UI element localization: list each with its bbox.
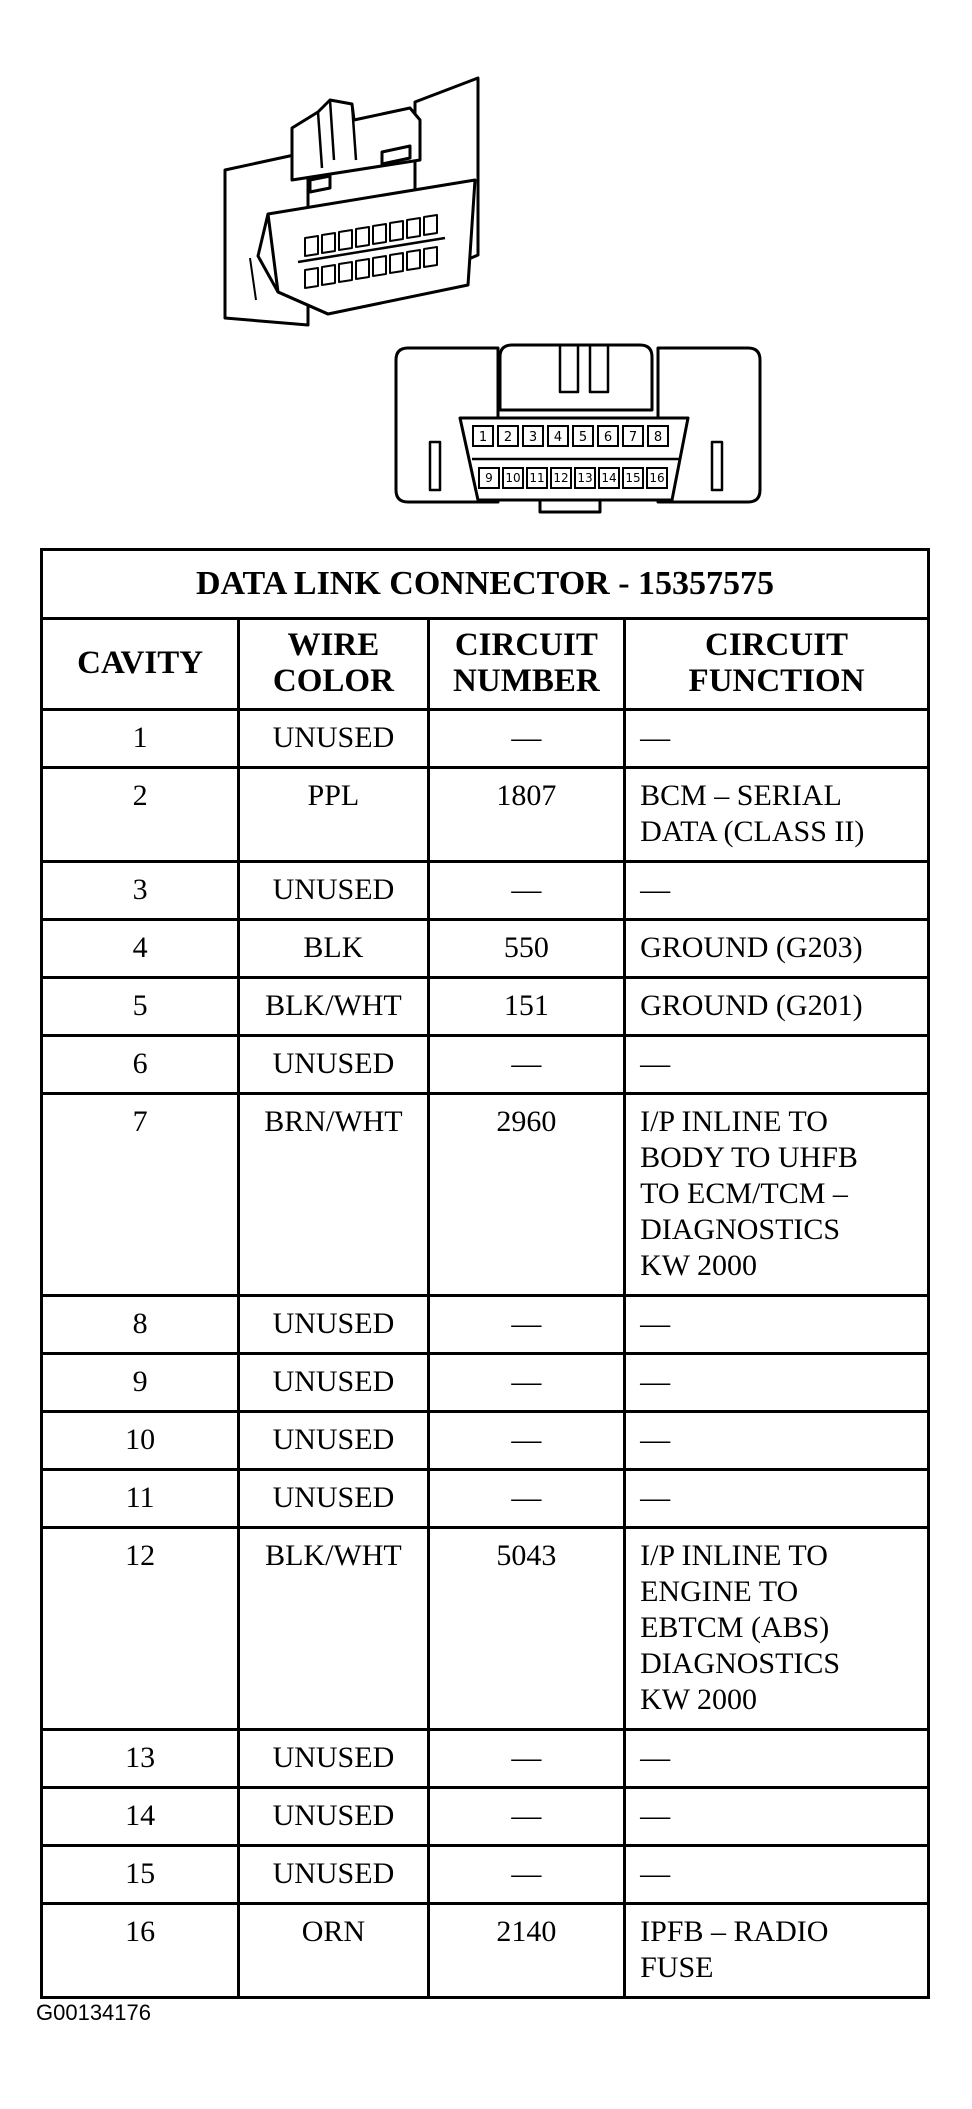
cell-circuit-function bbox=[625, 1412, 929, 1470]
circuit-function-line: KW 2000 bbox=[640, 1683, 758, 1716]
cell-cavity: 5 bbox=[42, 978, 239, 1036]
table-row bbox=[42, 1412, 929, 1470]
header-circuit-number bbox=[428, 619, 624, 710]
cell-circuit-number: — bbox=[428, 1036, 624, 1094]
table-row bbox=[42, 1036, 929, 1094]
connector-drawings bbox=[0, 0, 972, 540]
cell-cavity: 2 bbox=[42, 768, 239, 862]
cell-cavity: 13 bbox=[42, 1730, 239, 1788]
cell-cavity: 9 bbox=[42, 1354, 239, 1412]
cell-circuit-function bbox=[625, 1296, 929, 1354]
table-row bbox=[42, 1730, 929, 1788]
cell-wire-color: UNUSED bbox=[239, 1296, 428, 1354]
table-row bbox=[42, 920, 929, 978]
table-row bbox=[42, 1470, 929, 1528]
circuit-function-line: EBTCM (ABS) bbox=[640, 1611, 830, 1644]
cell-cavity: 11 bbox=[42, 1470, 239, 1528]
pin-5-label: 5 bbox=[578, 430, 588, 445]
cell-circuit-number: — bbox=[428, 1470, 624, 1528]
table-row bbox=[42, 1846, 929, 1904]
cell-cavity: 14 bbox=[42, 1788, 239, 1846]
cell-wire-color: BRN/WHT bbox=[239, 1094, 428, 1296]
pin-13 bbox=[575, 468, 595, 488]
circuit-function-line: IPFB – RADIO bbox=[640, 1915, 829, 1948]
table-row bbox=[42, 1354, 929, 1412]
pin-1-label: 1 bbox=[478, 430, 488, 445]
circuit-function-line: GROUND (G201) bbox=[640, 989, 863, 1022]
header-cavity bbox=[42, 619, 239, 710]
cell-wire-color: ORN bbox=[239, 1904, 428, 1998]
circuit-function-line: — bbox=[640, 1857, 671, 1890]
cell-circuit-number: — bbox=[428, 1412, 624, 1470]
cell-cavity: 16 bbox=[42, 1904, 239, 1998]
cell-wire-color: PPL bbox=[239, 768, 428, 862]
cell-circuit-number: — bbox=[428, 710, 624, 768]
pin-3-label: 3 bbox=[528, 430, 538, 445]
cell-circuit-function bbox=[625, 978, 929, 1036]
circuit-function-line: BCM – SERIAL bbox=[640, 779, 842, 812]
circuit-function-line: BODY TO UHFB bbox=[640, 1141, 858, 1174]
cell-circuit-number: 2960 bbox=[428, 1094, 624, 1296]
table-row bbox=[42, 1528, 929, 1730]
cell-circuit-function bbox=[625, 1846, 929, 1904]
table-row bbox=[42, 1094, 929, 1296]
cell-circuit-function bbox=[625, 1788, 929, 1846]
table-body bbox=[42, 550, 929, 1998]
pin-15-label: 15 bbox=[625, 471, 641, 485]
circuit-function-line: — bbox=[640, 1481, 671, 1514]
pin-16-label: 16 bbox=[649, 471, 665, 485]
header-cavity-line-1: CAVITY bbox=[77, 645, 204, 682]
pin-4 bbox=[548, 426, 568, 446]
circuit-function-line: I/P INLINE TO bbox=[640, 1539, 828, 1572]
cell-circuit-number: 5043 bbox=[428, 1528, 624, 1730]
cell-wire-color: UNUSED bbox=[239, 710, 428, 768]
pin-2 bbox=[498, 426, 518, 446]
cell-circuit-number: — bbox=[428, 1296, 624, 1354]
pin-4-label: 4 bbox=[553, 430, 563, 445]
circuit-function-line: — bbox=[640, 1799, 671, 1832]
pin-7-label: 7 bbox=[628, 430, 638, 445]
cell-circuit-number: 1807 bbox=[428, 768, 624, 862]
table-row bbox=[42, 862, 929, 920]
pin-12 bbox=[551, 468, 571, 488]
pin-15 bbox=[623, 468, 643, 488]
pin-3 bbox=[523, 426, 543, 446]
connector-diagram bbox=[0, 0, 972, 540]
table-row bbox=[42, 1296, 929, 1354]
cell-cavity: 8 bbox=[42, 1296, 239, 1354]
header-circuit-number-line-2: NUMBER bbox=[453, 663, 600, 699]
header-circuit-function-line-1: CIRCUIT bbox=[705, 627, 849, 664]
cell-circuit-function bbox=[625, 1354, 929, 1412]
cell-wire-color: UNUSED bbox=[239, 1036, 428, 1094]
pin-11 bbox=[527, 468, 547, 488]
cell-circuit-number: — bbox=[428, 1354, 624, 1412]
pin-14 bbox=[599, 468, 619, 488]
circuit-function-line: — bbox=[640, 1307, 671, 1340]
cell-circuit-number: — bbox=[428, 862, 624, 920]
circuit-function-line: — bbox=[640, 1741, 671, 1774]
pin-13-label: 13 bbox=[577, 471, 593, 485]
figure-id: G00134176 bbox=[36, 2000, 151, 2025]
cell-cavity: 3 bbox=[42, 862, 239, 920]
table-row bbox=[42, 1904, 929, 1998]
pin-1 bbox=[473, 426, 493, 446]
pin-10 bbox=[503, 468, 523, 488]
circuit-function-line: I/P INLINE TO bbox=[640, 1105, 828, 1138]
pin-9 bbox=[479, 468, 499, 488]
cell-cavity: 12 bbox=[42, 1528, 239, 1730]
cell-wire-color: UNUSED bbox=[239, 1470, 428, 1528]
pin-6 bbox=[598, 426, 618, 446]
table-header-row bbox=[42, 619, 929, 710]
header-circuit-function-line-2: FUNCTION bbox=[688, 663, 865, 699]
cell-cavity: 7 bbox=[42, 1094, 239, 1296]
cell-wire-color: BLK/WHT bbox=[239, 978, 428, 1036]
cell-wire-color: UNUSED bbox=[239, 862, 428, 920]
cell-cavity: 10 bbox=[42, 1412, 239, 1470]
cell-wire-color: BLK bbox=[239, 920, 428, 978]
pin-12-label: 12 bbox=[553, 471, 569, 485]
pin-8-label: 8 bbox=[653, 430, 663, 445]
cell-cavity: 15 bbox=[42, 1846, 239, 1904]
cell-cavity: 6 bbox=[42, 1036, 239, 1094]
cell-wire-color: BLK/WHT bbox=[239, 1528, 428, 1730]
table-row bbox=[42, 978, 929, 1036]
header-wire-color-line-2: COLOR bbox=[272, 663, 394, 699]
cell-cavity: 1 bbox=[42, 710, 239, 768]
cell-circuit-function bbox=[625, 1528, 929, 1730]
circuit-function-line: ENGINE TO bbox=[640, 1575, 799, 1608]
cell-circuit-function bbox=[625, 1036, 929, 1094]
cell-wire-color: UNUSED bbox=[239, 1846, 428, 1904]
cell-cavity: 4 bbox=[42, 920, 239, 978]
cell-circuit-function bbox=[625, 710, 929, 768]
circuit-function-line: — bbox=[640, 873, 671, 906]
circuit-function-line: — bbox=[640, 1047, 671, 1080]
pin-7 bbox=[623, 426, 643, 446]
pin-2-label: 2 bbox=[503, 430, 513, 445]
pin-9-label: 9 bbox=[485, 471, 493, 485]
header-wire-color-line-1: WIRE bbox=[287, 627, 380, 664]
circuit-function-line: — bbox=[640, 1423, 671, 1456]
header-wire-color bbox=[239, 619, 428, 710]
pin-16 bbox=[647, 468, 667, 488]
circuit-function-line: — bbox=[640, 721, 671, 754]
table-row bbox=[42, 710, 929, 768]
table-title: DATA LINK CONNECTOR - 15357575 bbox=[42, 550, 929, 619]
table-title-row bbox=[42, 550, 929, 619]
pin-10-label: 10 bbox=[505, 471, 521, 485]
cell-circuit-number: 151 bbox=[428, 978, 624, 1036]
cell-wire-color: UNUSED bbox=[239, 1788, 428, 1846]
cell-wire-color: UNUSED bbox=[239, 1412, 428, 1470]
cell-circuit-number: — bbox=[428, 1788, 624, 1846]
circuit-function-line: DIAGNOSTICS bbox=[640, 1213, 841, 1246]
cell-circuit-function bbox=[625, 1470, 929, 1528]
cell-wire-color: UNUSED bbox=[239, 1354, 428, 1412]
cell-circuit-number: — bbox=[428, 1846, 624, 1904]
pin-5 bbox=[573, 426, 593, 446]
cell-circuit-function bbox=[625, 862, 929, 920]
cell-circuit-number: — bbox=[428, 1730, 624, 1788]
table-row bbox=[42, 1788, 929, 1846]
pin-11-label: 11 bbox=[529, 471, 545, 485]
cell-circuit-number: 2140 bbox=[428, 1904, 624, 1998]
circuit-function-line: KW 2000 bbox=[640, 1249, 758, 1282]
connector-isometric-view bbox=[225, 78, 478, 325]
circuit-function-line: TO ECM/TCM – bbox=[640, 1177, 848, 1210]
header-circuit-function bbox=[625, 619, 929, 710]
cell-circuit-function bbox=[625, 768, 929, 862]
header-circuit-number-line-1: CIRCUIT bbox=[454, 627, 598, 664]
circuit-function-line: — bbox=[640, 1365, 671, 1398]
pin-14-label: 14 bbox=[601, 471, 617, 485]
circuit-function-line: DATA (CLASS II) bbox=[640, 815, 865, 848]
circuit-function-line: GROUND (G203) bbox=[640, 931, 863, 964]
cell-circuit-function bbox=[625, 1904, 929, 1998]
cell-circuit-function bbox=[625, 920, 929, 978]
table-row bbox=[42, 768, 929, 862]
cell-circuit-function bbox=[625, 1094, 929, 1296]
connector-table bbox=[40, 548, 930, 1999]
cell-circuit-function bbox=[625, 1730, 929, 1788]
circuit-function-line: DIAGNOSTICS bbox=[640, 1647, 841, 1680]
circuit-function-line: FUSE bbox=[640, 1951, 714, 1984]
cell-circuit-number: 550 bbox=[428, 920, 624, 978]
pin-8 bbox=[648, 426, 668, 446]
pin-6-label: 6 bbox=[603, 430, 613, 445]
cell-wire-color: UNUSED bbox=[239, 1730, 428, 1788]
